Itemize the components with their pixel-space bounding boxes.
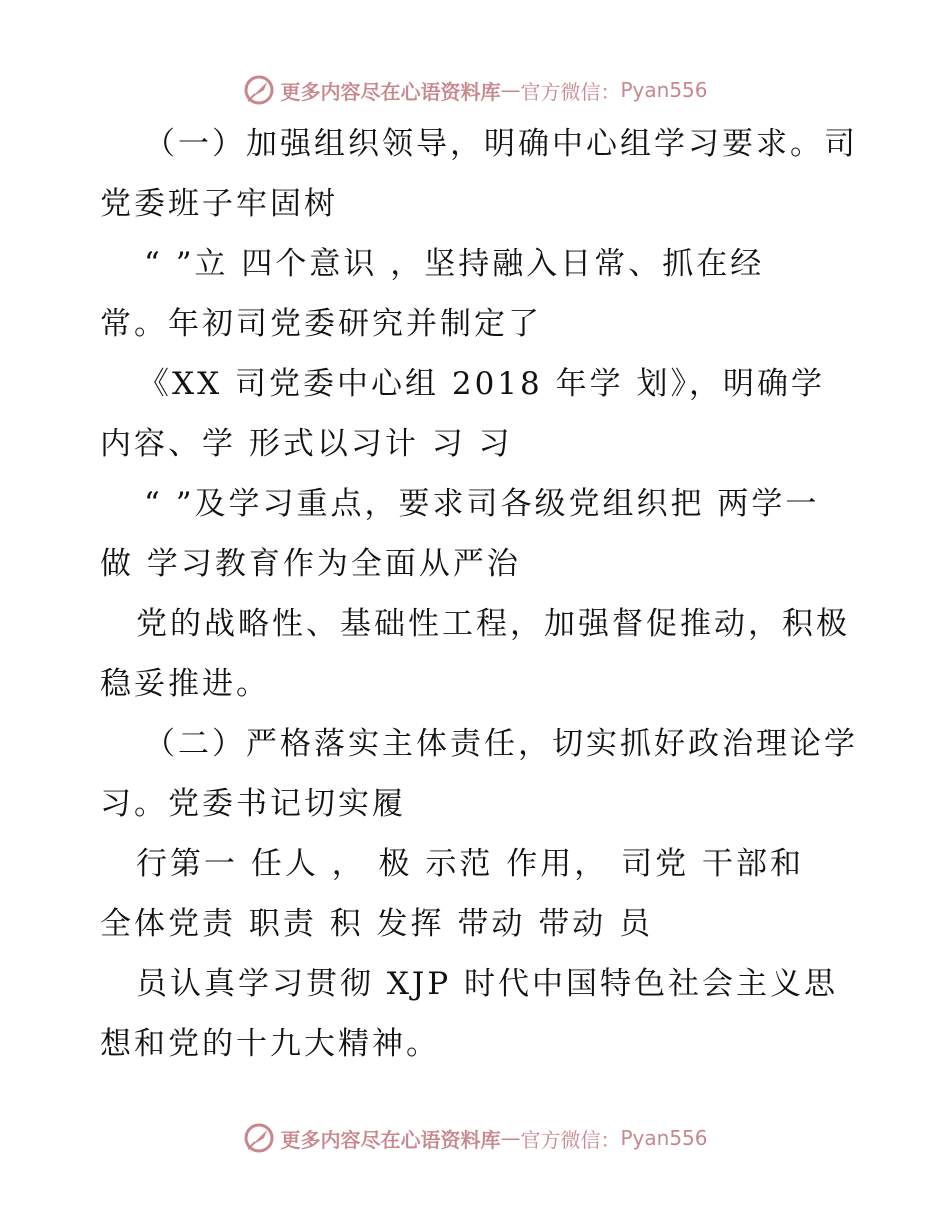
watermark-wechat-id: Pyan556: [620, 78, 708, 102]
body-line: 习。党委书记切实履: [100, 786, 406, 822]
watermark-wechat-id: Pyan556: [620, 1126, 708, 1150]
body-line: 内容、学 形式以习计 习 习: [100, 426, 513, 462]
body-line: 党的战略性、基础性工程，加强督促推动，积极: [136, 606, 850, 642]
body-line: “ ”立 四个意识 ，坚持融入日常、抓在经: [144, 246, 765, 282]
body-line: 员认真学习贯彻 XJP 时代中国特色社会主义思: [136, 966, 839, 1002]
watermark-wechat-label: 官方微信：: [520, 1127, 621, 1152]
body-line: 常。年初司党委研究并制定了: [100, 306, 542, 342]
body-line: （二）严格落实主体责任，切实抓好政治理论学: [144, 726, 858, 762]
quill-logo-icon: [242, 1121, 276, 1155]
header-watermark: [0, 70, 950, 110]
body-line: “ ”及学习重点，要求司各级党组织把 两学一: [144, 486, 820, 522]
watermark-separator: —: [500, 1126, 521, 1150]
watermark-site-text: 更多内容尽在心语资料库: [280, 79, 501, 104]
body-line: 想和党的十九大精神。: [100, 1026, 440, 1062]
watermark-separator: —: [500, 78, 521, 102]
body-line: 做 学习教育作为全面从严治: [100, 546, 521, 582]
body-line: 稳妥推进。: [100, 666, 270, 702]
body-line: 《XX 司党委中心组 2018 年学 划》，明确学: [138, 366, 825, 402]
quill-logo-icon: [242, 73, 276, 107]
body-line: 全体党责 职责 积 发挥 带动 带动 员: [100, 906, 654, 942]
footer-watermark: [0, 1118, 950, 1158]
body-line: 党委班子牢固树: [100, 186, 338, 222]
watermark-site-text: 更多内容尽在心语资料库: [280, 1127, 501, 1152]
body-line: （一）加强组织领导，明确中心组学习要求。司: [144, 126, 858, 162]
watermark-wechat-label: 官方微信：: [520, 79, 621, 104]
body-line: 行第一 任人 ， 极 示范 作用， 司党 干部和: [136, 846, 804, 882]
